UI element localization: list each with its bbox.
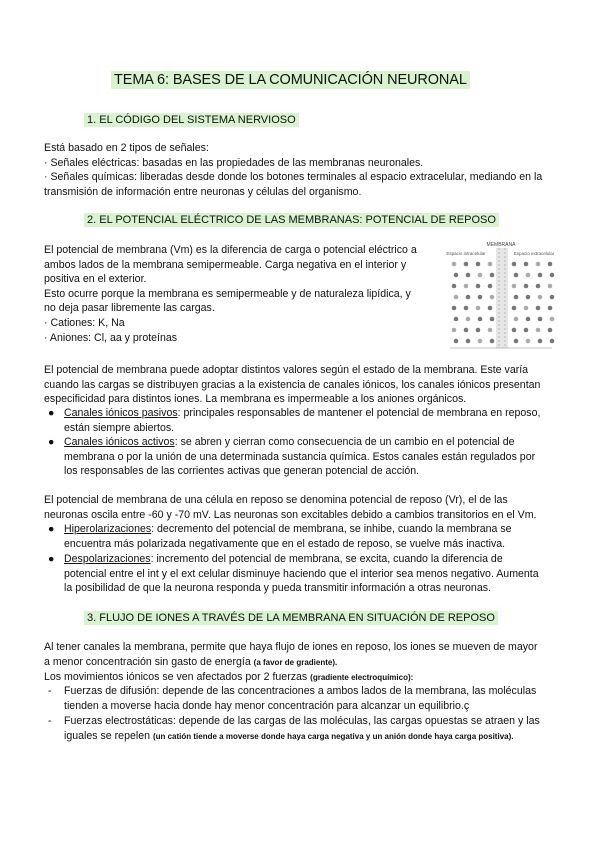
note: (a favor de gradiente). (253, 657, 338, 667)
text-line: los responsables de las corrientes activas que generan potencial de acción. (64, 465, 420, 478)
bullet-dash: - (48, 685, 52, 697)
text-line: membrana o por la unión de una determinada sustancia química. Estos canales están regulados por (64, 450, 536, 463)
ion-marker (466, 273, 471, 278)
ion-marker (550, 339, 555, 344)
ion-marker (464, 284, 469, 289)
text-line: iguales se repelen (64, 729, 153, 742)
list-item (44, 522, 552, 552)
membrane-band (496, 248, 508, 348)
text-line: : se abren y cierran como consecuencia de un cambio en el potencial de (174, 436, 515, 448)
ion-marker (526, 317, 531, 322)
ion-marker (478, 339, 483, 344)
ion-marker (524, 262, 529, 267)
section-2-paragraph-3 (44, 493, 552, 522)
ion-marker (452, 284, 457, 289)
ion-marker (452, 328, 457, 333)
list-item (44, 435, 552, 480)
ion-marker (488, 262, 493, 267)
ion-marker (524, 328, 529, 333)
text-line: Fuerzas de difusión: depende de las concentraciones a ambos lados de la membrana, las moléculas (64, 685, 537, 697)
text-line: Los movimientos iónicos se ven afectados por 2 fuerzas (44, 671, 311, 684)
ion-marker (464, 306, 469, 311)
text-line: neuronas oscila entre -60 y -70 mV. Las neuronas son excitables debido a cambios transitorios en el Vm. (44, 508, 537, 521)
ion-marker (488, 328, 493, 333)
ion-marker (524, 306, 529, 311)
ion-marker (536, 284, 541, 289)
list-item (44, 684, 552, 714)
text-line: cuando las cargas se distribuyen gracias a la existencia de canales iónicos, los canales iónicos presentan (44, 378, 541, 391)
ion-marker (526, 273, 531, 278)
ion-marker (488, 306, 493, 311)
ion-marker (536, 262, 541, 267)
figure-right-label: Espacio extracelular (513, 251, 555, 256)
text-line: tienden a moverse hacia donde hay menor concentración para alcanzar un equilibrio.ç (64, 699, 470, 712)
text-line: · Cationes: K, Na (44, 316, 125, 329)
ion-marker (514, 317, 519, 322)
text-line: Fuerzas electrostáticas: depende de las cargas de las moléculas, las cargas opuestas se atraen y las (64, 715, 540, 727)
text-line: especificidad para distintos iones. La membrana es impermeable a los aniones orgánicos. (44, 393, 467, 406)
ion-marker (490, 339, 495, 344)
bullet-dot: ● (48, 407, 55, 419)
ion-marker (454, 317, 459, 322)
ion-marker (478, 295, 483, 300)
ion-marker (490, 317, 495, 322)
ion-marker (538, 295, 543, 300)
ion-marker (536, 306, 541, 311)
section-1-body (44, 141, 552, 199)
text-line: : principales responsables de mantener el potencial de membrana en reposo, (177, 407, 541, 419)
document-title: TEMA 6: BASES DE LA COMUNICACIÓN NEURONAL (111, 71, 470, 89)
ion-marker (548, 284, 553, 289)
text-line: El potencial de membrana de una célula en reposo se denomina potencial de reposo (Vr), el de las (44, 494, 508, 506)
ion-marker (512, 284, 517, 289)
text-line: positiva en el exterior. (44, 273, 147, 286)
text-line: Está basado en 2 tipos de señales: (44, 142, 209, 154)
ion-marker (490, 295, 495, 300)
ion-marker (536, 328, 541, 333)
ion-marker (514, 339, 519, 344)
text-line: · Señales químicas: liberadas desde donde los botones terminales al espacio extracelular, mediando en la (44, 171, 543, 184)
ion-marker (524, 284, 529, 289)
ion-marker (550, 317, 555, 322)
note: (gradiente electroquímico): (310, 673, 414, 683)
text-line: potencial entre el int y el ext celular disminuye haciendo que el interior sea menos negativo. Aumenta (64, 567, 539, 580)
ion-marker (476, 262, 481, 267)
ion-marker (454, 295, 459, 300)
section-2-heading: 2. EL POTENCIAL ELÉCTRICO DE LAS MEMBRANAS: POTENCIAL DE REPOSO (84, 213, 499, 227)
text-line: la posibilidad de que la neurona responda y pueda transmitir información a otras neuronas. (64, 582, 491, 595)
text-line: El potencial de membrana puede adoptar distintos valores según el estado de la membrana. Este varía (44, 364, 529, 376)
term: Despolarizaciones (64, 553, 151, 565)
ion-marker (512, 306, 517, 311)
ion-marker (514, 273, 519, 278)
list-item (44, 714, 552, 744)
membrane-figure (446, 240, 556, 352)
section-3-body (44, 640, 552, 686)
term: Canales iónicos pasivos (64, 407, 178, 419)
ion-marker (526, 339, 531, 344)
ion-marker (464, 262, 469, 267)
figure-title: MEMBRANA (486, 242, 516, 248)
text-line: están siempre abiertos. (64, 421, 175, 434)
text-line: ambos lados de la membrana semipermeable. Carga negativa en el interior y (44, 258, 407, 271)
ion-marker (550, 273, 555, 278)
ion-marker (538, 339, 543, 344)
section-1-heading: 1. EL CÓDIGO DEL SISTEMA NERVIOSO (84, 113, 299, 127)
ion-marker (512, 328, 517, 333)
bullet-dot: ● (48, 553, 55, 565)
ion-marker (526, 295, 531, 300)
ion-marker (548, 306, 553, 311)
ion-marker (466, 339, 471, 344)
ion-marker (490, 273, 495, 278)
list-item (44, 552, 552, 597)
ion-marker (452, 306, 457, 311)
section-3-heading: 3. FLUJO DE IONES A TRAVÉS DE LA MEMBRANA EN SITUACIÓN DE REPOSO (84, 611, 498, 625)
ion-marker (454, 339, 459, 344)
ion-marker (464, 328, 469, 333)
ion-marker (538, 273, 543, 278)
ion-marker (454, 273, 459, 278)
text-line: : decremento del potencial de membrana, se inhibe, cuando la membrana se (151, 523, 512, 535)
ion-marker (476, 306, 481, 311)
text-line: Al tener canales la membrana, permite que haya flujo de iones en reposo, los iones se mueven de mayor (44, 641, 538, 653)
ion-marker (478, 273, 483, 278)
ion-marker (548, 262, 553, 267)
text-line: · Señales eléctricas: basadas en las propiedades de las membranas neuronales. (44, 156, 424, 169)
ion-marker (514, 295, 519, 300)
term: Hiperolarizaciones (64, 523, 152, 535)
ion-marker (466, 317, 471, 322)
section-2-intro (44, 243, 440, 345)
ion-marker (538, 317, 543, 322)
text-line: no deja pasar libremente las cargas. (44, 302, 215, 315)
bullet-dot: ● (48, 523, 55, 535)
text-line: Esto ocurre porque la membrana es semipermeable y de naturaleza lipídica, y (44, 287, 411, 300)
ion-marker (452, 262, 457, 267)
section-2-paragraph-2 (44, 363, 552, 407)
ion-marker (476, 328, 481, 333)
ion-marker (548, 328, 553, 333)
list-item (44, 406, 552, 436)
bullet-dash: - (48, 715, 52, 727)
ion-marker (550, 295, 555, 300)
text-line: : incremento del potencial de membrana, se excita, cuando la diferencia de (150, 553, 503, 565)
ion-marker (512, 262, 517, 267)
figure-left-label: Espacio intracelular (446, 251, 486, 256)
text-line: a menor concentración sin gasto de energía (44, 655, 254, 668)
ion-marker (476, 284, 481, 289)
ion-marker (466, 295, 471, 300)
text-line: · Aniones: Cl, aa y proteínas (44, 331, 178, 344)
text-line: transmisión de información entre neuronas y células del organismo. (44, 185, 362, 198)
term: Canales iónicos activos (64, 436, 175, 448)
text-line: encuentra más polarizada negativamente que en el estado de reposo, se vuelve más inactiva. (64, 537, 506, 550)
note: (un catión tiende a moverse donde haya carga negativa y un anión donde haya carga positiva). (152, 731, 514, 741)
text-line: El potencial de membrana (Vm) es la diferencia de carga o potencial eléctrico a (44, 244, 417, 256)
ion-marker (488, 284, 493, 289)
bullet-dot: ● (48, 436, 55, 448)
ion-marker (478, 317, 483, 322)
